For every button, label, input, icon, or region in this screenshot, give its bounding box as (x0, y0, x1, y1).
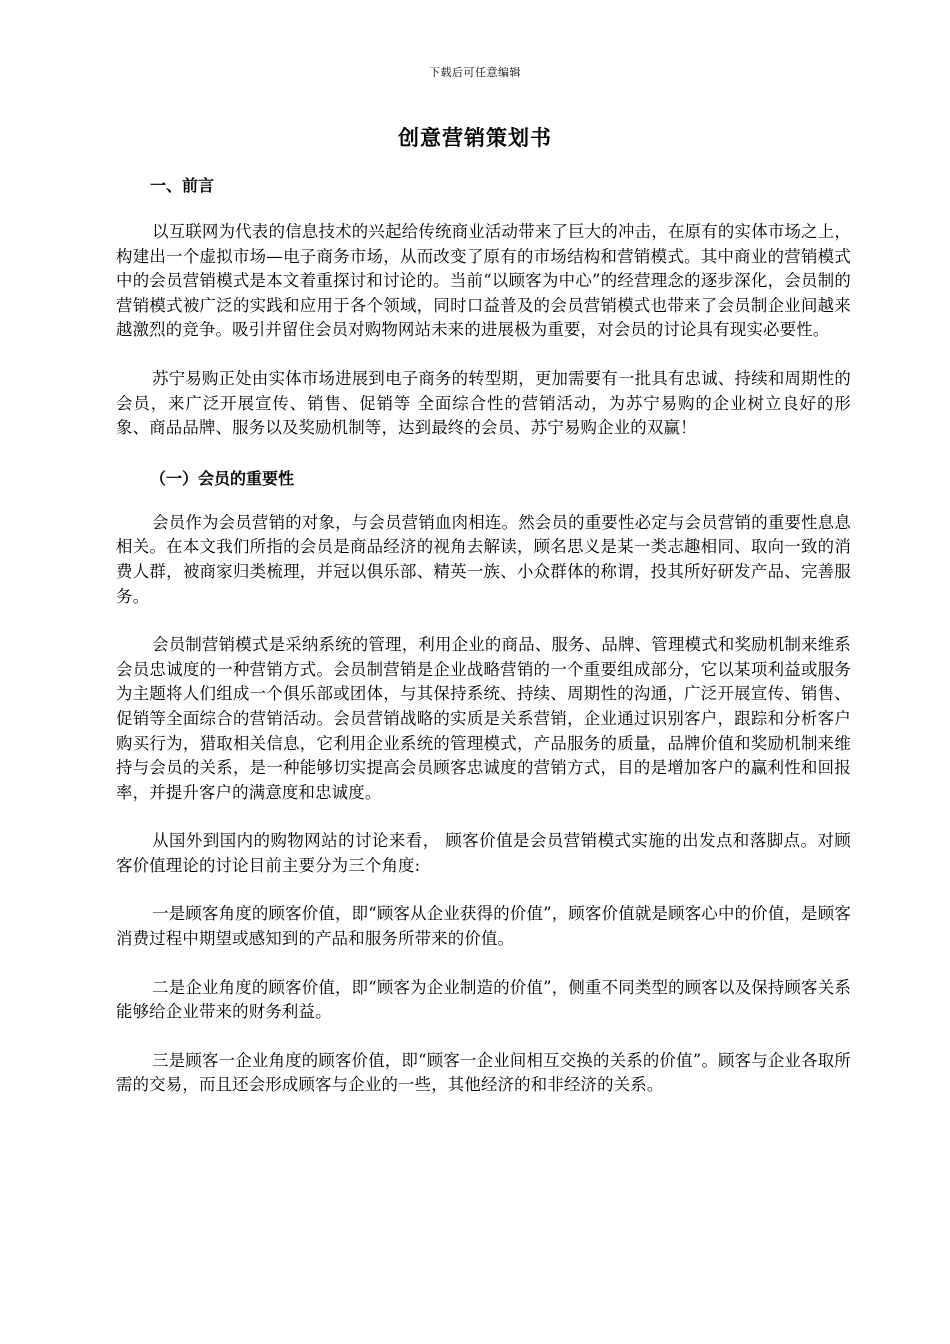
subsection-heading-member-importance: （一）会员的重要性 (150, 468, 295, 488)
document-body (116, 172, 851, 1122)
paragraph: 二是企业角度的顾客价值，即“顾客为企业制造的价值”，侧重不同类型的顾客以及保持顾客关系能够给企业带来的财务利益。 (116, 977, 851, 1022)
header-note: 下载后可任意编辑 (429, 66, 521, 79)
paragraph: 从国外到国内的购物网站的讨论来看， 顾客价值是会员营销模式实施的出发点和落脚点。对顾客价值理论的讨论目前主要分为三个角度: (116, 831, 851, 875)
paragraph: 一是顾客角度的顾客价值，即“顾客从企业获得的价值”，顾客价值就是顾客心中的价值，是顾客消费过程中期望或感知到的产品和服务所带来的价值。 (116, 904, 851, 949)
paragraph: 会员作为会员营销的对象，与会员营销血肉相连。然会员的重要性必定与会员营销的重要性息息相关。在本文我们所指的会员是商品经济的视角去解读，顾名思义是某一类志趣相同、取向一致的消费人群，被商家归类梳理，并冠以俱乐部、精英一族、小众群体的称谓，投其所好研发产品、完善服务。 (116, 512, 851, 606)
paragraph: 苏宁易购正处由实体市场进展到电子商务的转型期，更加需要有一批具有忠诚、持续和周期性的会员，来广泛开展宣传、销售、促销等 全面综合性的营销活动，为苏宁易购的企业树立良好的形象、商品品牌、服务以及奖励机制等，达到最终的会员、苏宁易购企业的双赢！ (116, 368, 851, 438)
paragraph: 会员制营销模式是采纳系统的管理，利用企业的商品、服务、品牌、管理模式和奖励机制来维系会员忠诚度的一种营销方式。会员制营销是企业战略营销的一个重要组成部分，它以某项利益或服务为主题将人们组成一个俱乐部或团体，与其保持系统、持续、周期性的沟通，广泛开展宣传、销售、促销等全面综合的营销活动。会员营销战略的实质是关系营销，企业通过识别客户，跟踪和分析客户购买行为，猎取相关信息，它利用企业系统的管理模式，产品服务的质量，品牌价值和奖励机制来维持与会员的关系，是一种能够切实提高会员顾客忠诚度的营销方式，目的是增加客户的赢利性和回报率，并提升客户的满意度和忠诚度。 (116, 635, 851, 802)
paragraph: 以互联网为代表的信息技术的兴起给传统商业活动带来了巨大的冲击，在原有的实体市场之上，构建出一个虚拟市场—电子商务市场，从而改变了原有的市场结构和营销模式。其中商业的营销模式中的会员营销模式是本文着重探讨和讨论的。当前“以顾客为中心”的经营理念的逐步深化，会员制的营销模式被广泛的实践和应用于各个领域，同时口益普及的会员营销模式也带来了会员制企业间越来越激烈的竞争。吸引并留住会员对购物网站未来的进展极为重要，对会员的讨论具有现实必要性。 (116, 222, 851, 340)
document-title: 创意营销策划书 (398, 125, 552, 150)
section-heading-preface: 一、前言 (150, 176, 215, 195)
paragraph: 三是顾客一企业角度的顾客价值，即“顾客一企业间相互交换的关系的价值”。顾客与企业各取所需的交易，而且还会形成顾客与企业的一些，其他经济的和非经济的关系。 (116, 1050, 851, 1095)
